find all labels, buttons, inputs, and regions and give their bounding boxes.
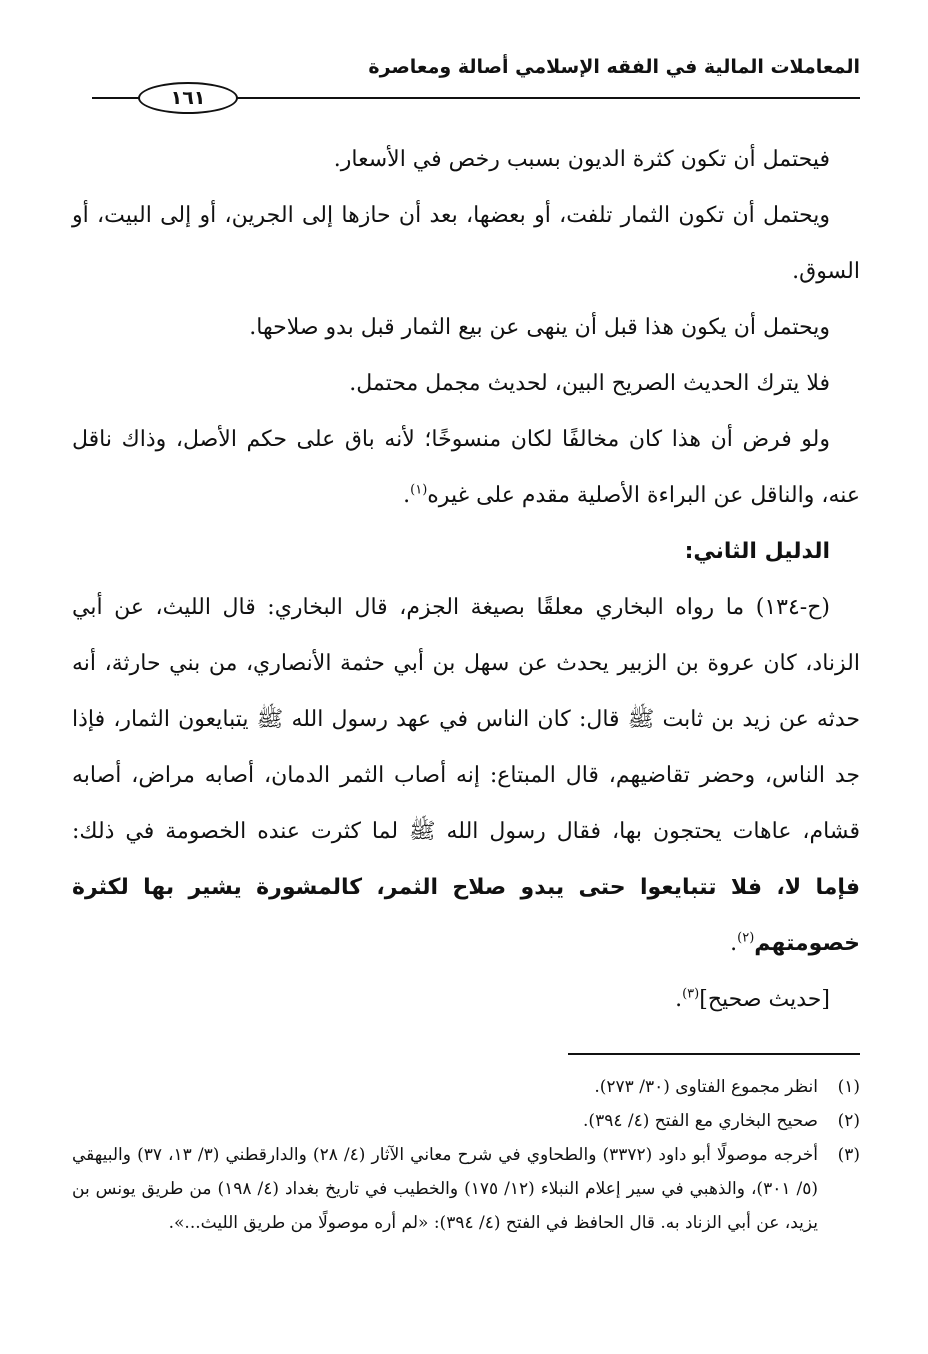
hadith-grade — [72, 972, 860, 1028]
hadith-text: (ح-١٣٤) ما رواه البخاري معلقًا بصيغة الجزم، قال البخاري: قال الليث، عن أبي الزناد، كان عروة بن الزبير يحدث عن سهل بن أبي حثمة الأنصاري، من بني حارثة، أنه حدثه عن زيد بن ثابت ﷺ قال: كان الناس في عهد رسول الله ﷺ يتبايعون الثمار، فإذا جد الناس، وحضر تقاضيهم، قال المبتاع: إنه أصاب الثمر الدمان، أصابه مراض، أصابه قشام، عاهات يحتجون بها، فقال رسول الله ﷺ لما كثرت عنده الخصومة في ذلك: — [72, 595, 860, 844]
footnotes — [72, 1070, 860, 1240]
footnote-item — [72, 1104, 860, 1138]
section-heading: الدليل الثاني: — [684, 539, 830, 564]
hadith-end: . — [730, 931, 738, 956]
footnote-item — [72, 1138, 860, 1240]
footnote-number: (٣) — [837, 1145, 860, 1165]
paragraph-3: ويحتمل أن يكون هذا قبل أن ينهى عن بيع الثمار قبل بدو صلاحها. — [249, 315, 830, 340]
footnote-separator — [568, 1053, 860, 1055]
footnote-item — [72, 1070, 860, 1104]
grade-text: [حديث صحيح] — [699, 987, 830, 1012]
footnote-text: أخرجه موصولًا أبو داود (٣٣٧٢) والطحاوي في شرح معاني الآثار (٤/ ٢٨) والدارقطني (٣/ ١٣، ٣٧) والبيهقي (٥/ ٣٠١)، والذهبي في سير إعلام النبلاء (١٢/ ١٧٥) والخطيب في تاريخ بغداد (٤/ ١٩٨) من طريق يونس بن يزيد، عن أبي الزناد به. قال الحافظ في الفتح (٤/ ٣٩٤): «لم أره موصولًا من طريق الليث...». — [72, 1145, 819, 1233]
paragraph-4: فلا يترك الحديث الصريح البين، لحديث مجمل محتمل. — [349, 371, 830, 396]
grade-end: . — [675, 987, 683, 1012]
main-text — [72, 132, 860, 1028]
footnote-ref-1: (١) — [410, 482, 428, 498]
paragraph-5-text: ولو فرض أن هذا كان مخالفًا لكان منسوخًا؛ لأنه باق على حكم الأصل، وذاك ناقل عنه، والناقل عن البراءة الأصلية مقدم على غيره — [72, 427, 860, 508]
paragraph-5-end: . — [403, 483, 411, 508]
footnote-number: (١) — [837, 1077, 860, 1097]
paragraph-5 — [72, 412, 860, 524]
footnote-text: صحيح البخاري مع الفتح (٤/ ٣٩٤). — [583, 1111, 818, 1131]
page-number: ١٦١ — [138, 82, 238, 114]
hadith-paragraph — [72, 580, 860, 972]
footnote-text: انظر مجموع الفتاوى (٣٠/ ٢٧٣). — [594, 1077, 818, 1097]
footnote-number: (٢) — [837, 1111, 860, 1131]
footnote-ref-3: (٣) — [682, 986, 700, 1002]
running-header-title: المعاملات المالية في الفقه الإسلامي أصالة ومعاصرة — [368, 56, 860, 78]
paragraph-1: فيحتمل أن تكون كثرة الديون بسبب رخص في الأسعار. — [333, 147, 830, 172]
paragraph-2: ويحتمل أن تكون الثمار تلفت، أو بعضها، بعد أن حازها إلى الجرين، أو إلى البيت، أو السوق. — [72, 203, 860, 284]
hadith-quote: فإما لا، فلا تتبايعوا حتى يبدو صلاح الثمر، كالمشورة يشير بها لكثرة خصومتهم — [72, 875, 860, 956]
footnote-ref-2: (٢) — [737, 930, 755, 946]
